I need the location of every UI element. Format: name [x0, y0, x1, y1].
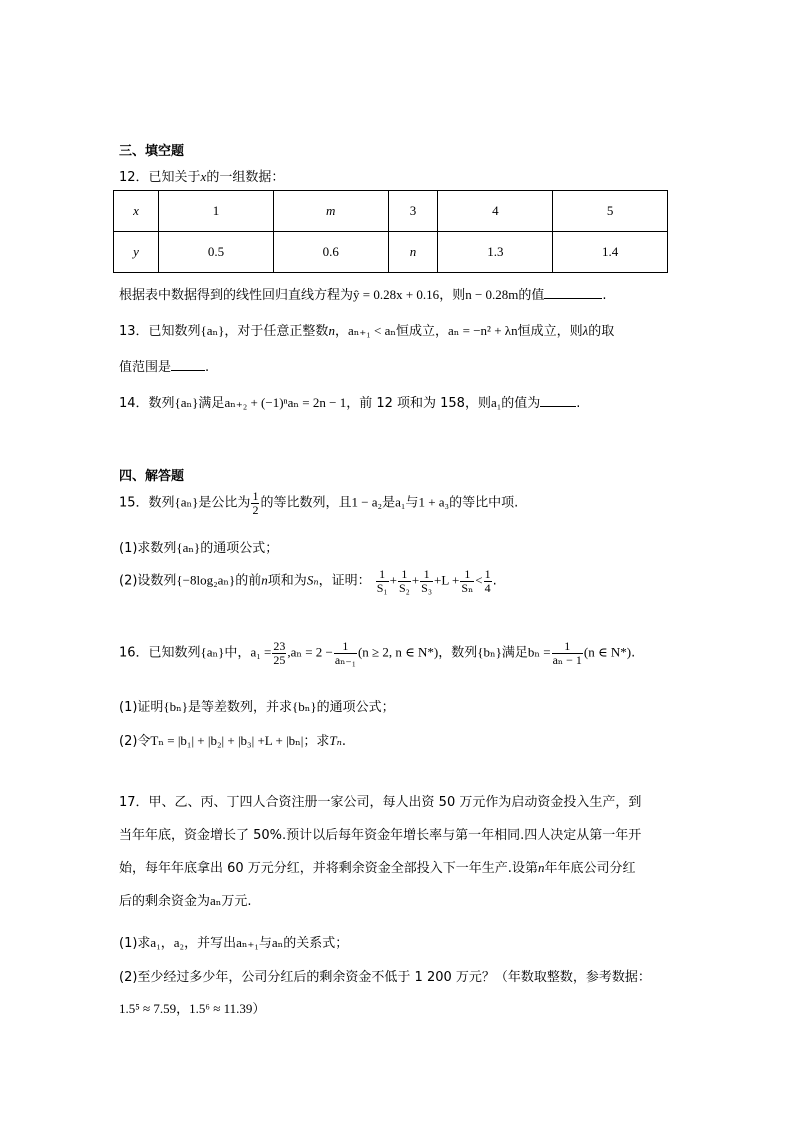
table-cell: n	[388, 232, 438, 273]
table-cell: 3	[388, 191, 438, 232]
question-17-line2: 当年年底，资金增长了 50%.预计以后每年资金年增长率与第一年相同.四人决定从第一年开	[119, 828, 642, 843]
data-table	[113, 190, 668, 273]
question-17-part-1: (1)求a₁，a₂，并写出aₙ₊₁与aₙ的关系式；	[119, 935, 349, 951]
question-16-part-2: (2)令Tₙ = |b₁| + |b₂| + |b₃| +L + |bₙ|；求Tₙ.	[119, 733, 347, 749]
section-title-solve: 四、解答题	[119, 469, 185, 484]
question-17-line1: 17．甲、乙、丙、丁四人合资注册一家公司，每人出资 50 万元作为启动资金投入生产，到	[119, 795, 642, 810]
question-17-part-2: (2)至少经过多少年，公司分红后的剩余资金不低于 1 200 万元？（年数取整数，参考数据：	[119, 970, 651, 985]
question-14: 14．数列{aₙ}满足aₙ₊₂ + (−1)ⁿaₙ = 2n − 1，前 12 项和为 158，则a₁的值为 .	[119, 395, 581, 411]
table-cell: 1.4	[553, 232, 668, 273]
question-15-part-2: (2)设数列{−8log₂aₙ}的前n项和为Sₙ，证明： $\frac{1}{\text{S₁}}$ + $\frac{1}{\text{S₂}}$ + $\frac{1}{\text{S₃}}$ +L + $\frac{1}{\text{Sₙ}}$ < $\frac{1}{4}$ .	[119, 567, 497, 595]
table-cell: y	[114, 232, 159, 273]
answer-blank[interactable]	[540, 405, 576, 407]
table-cell: x	[114, 191, 159, 232]
question-15-part-1: (1)求数列{aₙ}的通项公式；	[119, 540, 279, 556]
question-17-line3: 始，每年年底拿出 60 万元分红，并将剩余资金全部投入下一年生产.设第n年年底公司分红	[119, 860, 636, 876]
question-15-stem: 15．数列{aₙ}是公比为 $\frac{1}{2}$ 的等比数列，且1 − a₂是a₁与1 + a₃的等比中项.	[119, 489, 519, 517]
table-cell: 0.5	[159, 232, 274, 273]
table-row	[114, 232, 668, 273]
question-13-line2: 值范围是 .	[119, 360, 210, 375]
table-cell: 4	[438, 191, 553, 232]
question-17-line4: 后的剩余资金为aₙ万元.	[119, 893, 252, 909]
question-13-line1: 13．已知数列{aₙ}，对于任意正整数n，aₙ₊₁ < aₙ恒成立，aₙ = −n² + λn恒成立，则λ的取	[119, 323, 615, 339]
question-16-stem: 16．已知数列{aₙ}中，a₁ = $\frac{23}{25}$ ,aₙ = 2 − $\frac{1}{\text{aₙ₋₁}}$ (n ≥ 2, n ∈ N*)，数列{bₙ}满足bₙ = $\frac{1}{\text{aₙ − 1}}$ (n ∈ N*).	[119, 639, 636, 667]
question-12-tail: 根据表中数据得到的线性回归直线方程为ŷ = 0.28x + 0.16，则n − 0.28m的值 .	[119, 287, 607, 303]
answer-blank[interactable]	[171, 369, 205, 371]
answer-blank[interactable]	[544, 297, 602, 299]
table-cell: 1.3	[438, 232, 553, 273]
table-row	[114, 191, 668, 232]
table-cell: m	[273, 191, 388, 232]
table-cell: 0.6	[273, 232, 388, 273]
section-title-fill-in: 三、填空题	[119, 144, 185, 159]
question-12-stem: 12．已知关于x的一组数据：	[119, 169, 285, 185]
question-16-part-1: (1)证明{bₙ}是等差数列，并求{bₙ}的通项公式；	[119, 699, 395, 715]
table-cell: 5	[553, 191, 668, 232]
fraction-ratio: $\frac{1}{2}$	[252, 489, 259, 517]
question-17-reference: 1.5⁵ ≈ 7.59，1.5⁶ ≈ 11.39）	[119, 1001, 266, 1016]
table-cell: 1	[159, 191, 274, 232]
